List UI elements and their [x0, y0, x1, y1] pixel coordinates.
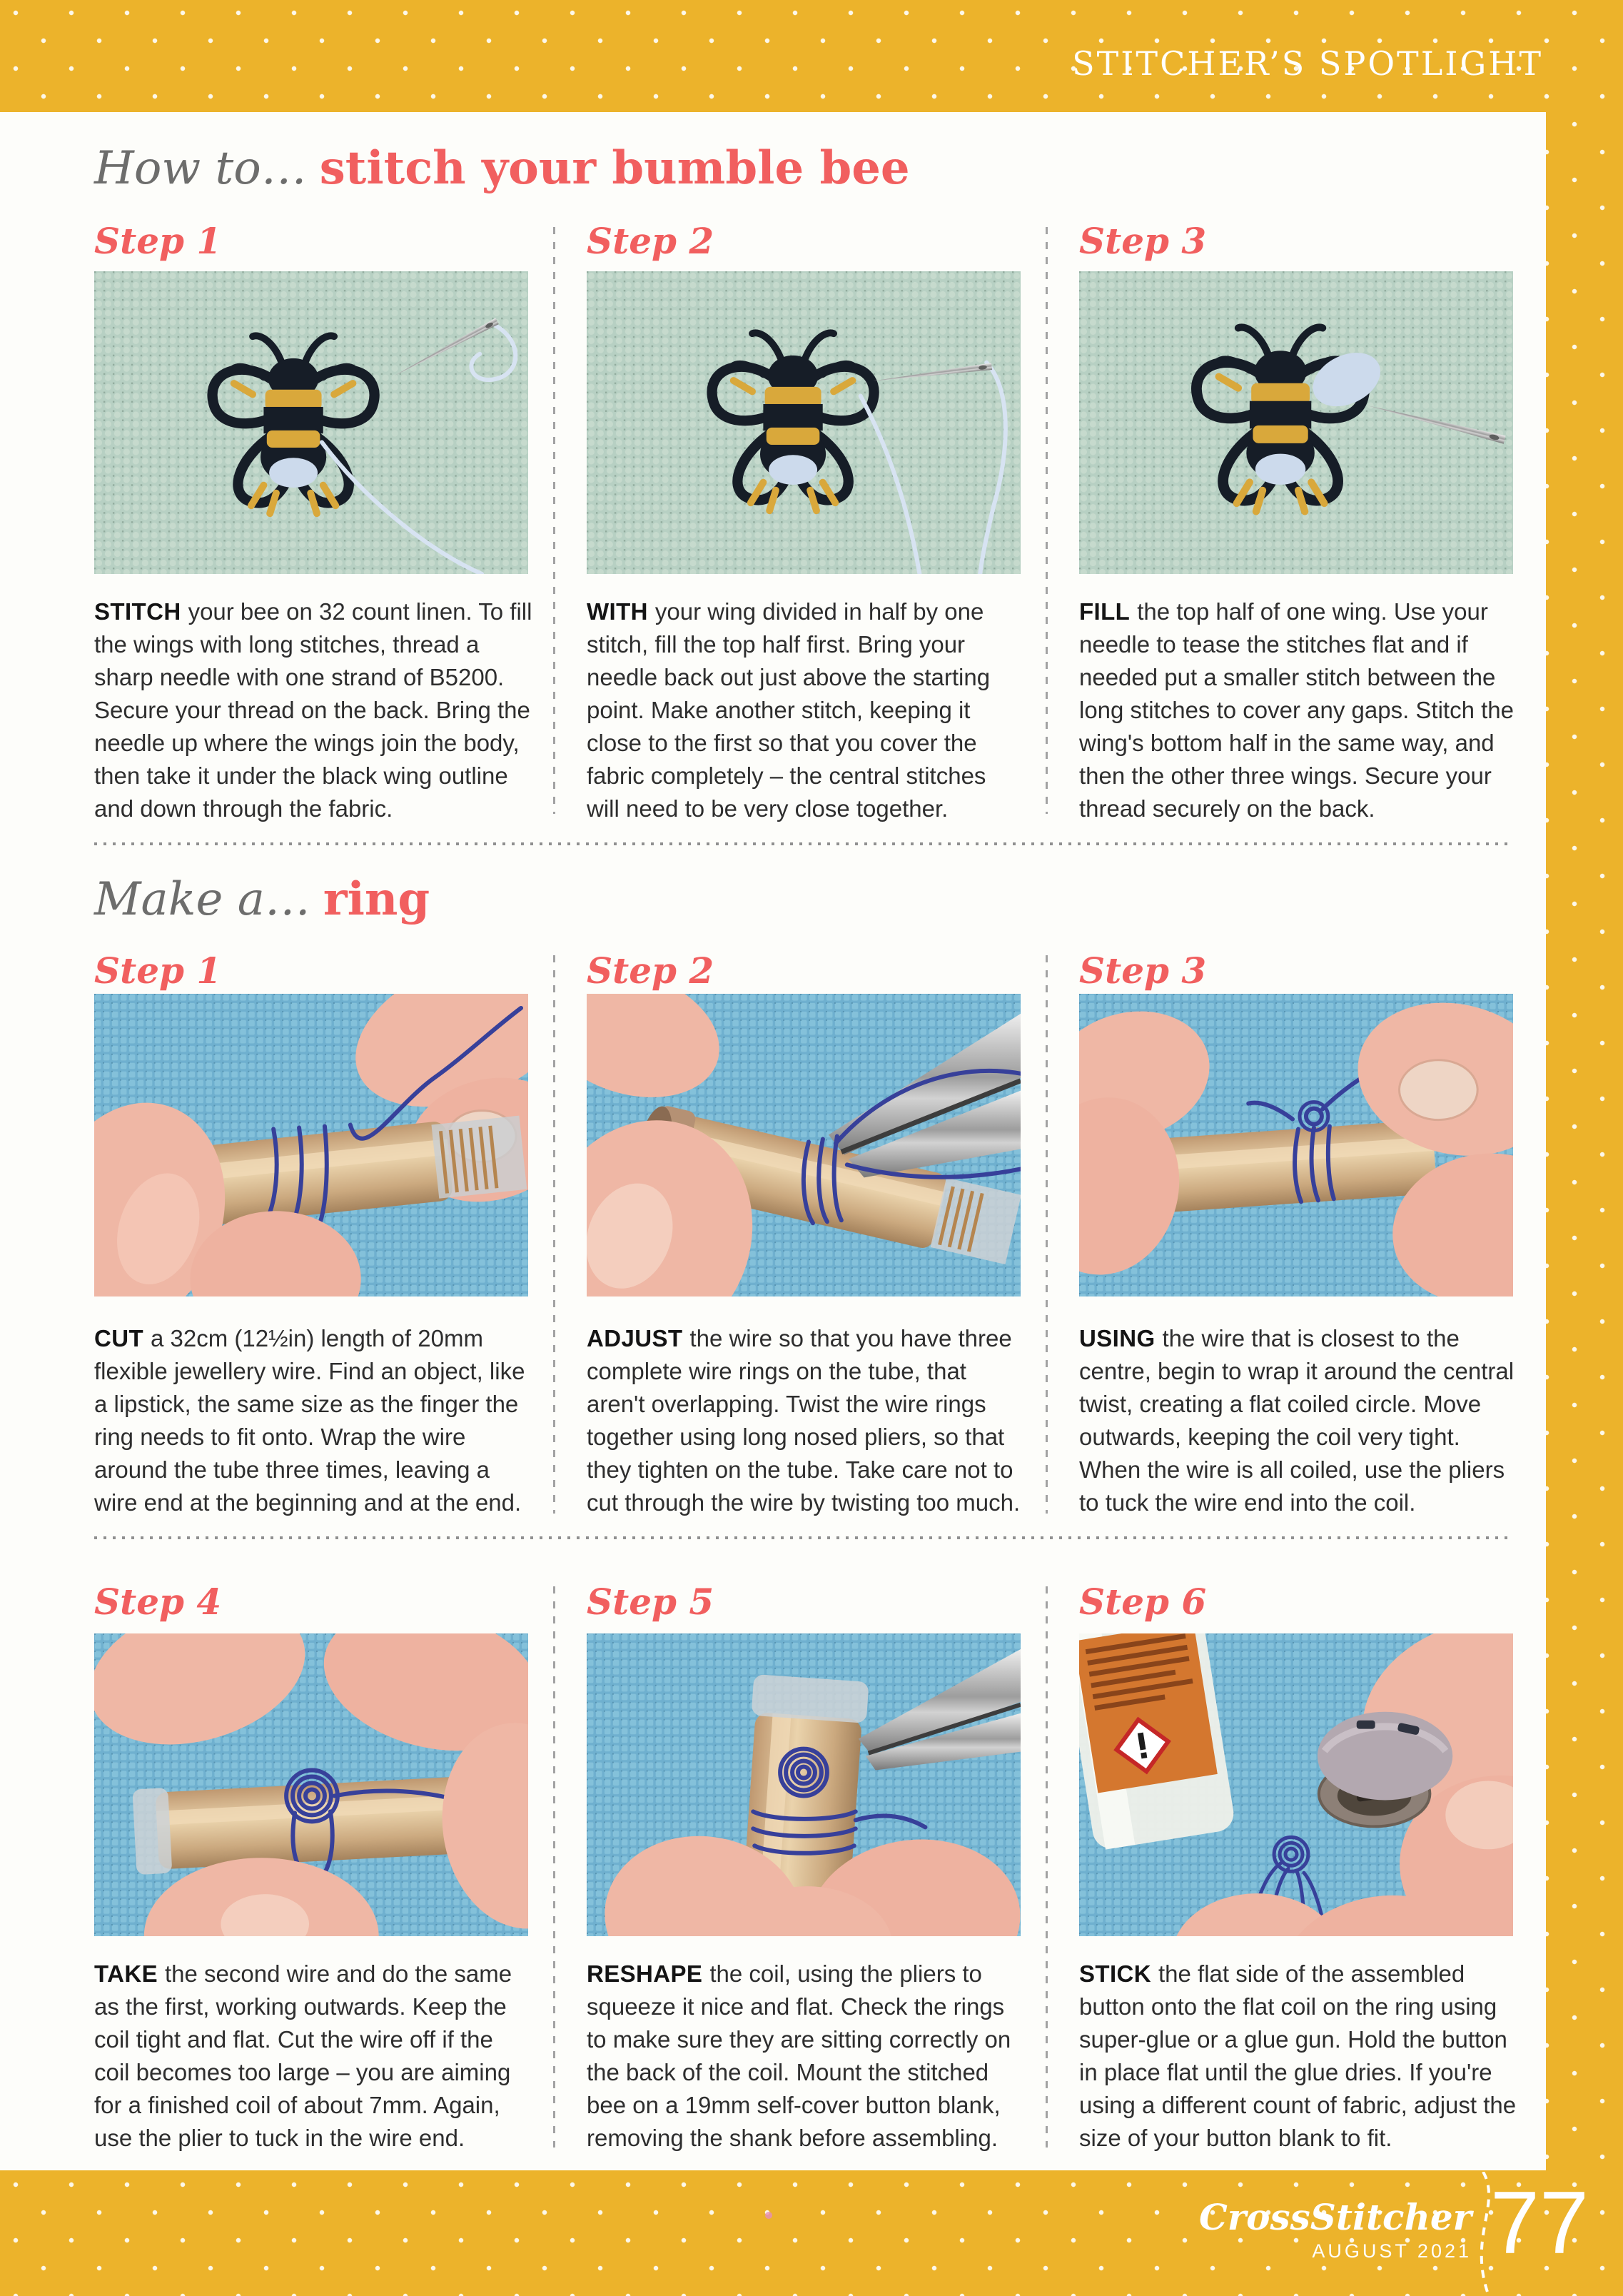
photo-bee-step3	[1079, 271, 1513, 574]
section-title-bee	[94, 141, 910, 195]
page-number: 77	[1490, 2174, 1589, 2272]
step-text: ADJUST the wire so that you have three complete wire rings on the tube, that aren't overlapping. Twist the wire rings together using long nosed pliers, so that they tighten on the tube. Take care not to cut through the wire by twisting too much.	[587, 1325, 1021, 1516]
step-text: USING the wire that is closest to the centre, begin to wrap it around the central twist, creating a flat coiled circle. Move outwards, keeping the coil very tight. When the wire is all coiled, use the pliers to tuck the wire end into the coil.	[1079, 1325, 1515, 1516]
page-header-tag: STITCHER’S SPOTLIGHT	[1072, 44, 1543, 83]
registration-dot	[765, 2212, 772, 2219]
section-title-ring	[94, 872, 430, 926]
column-divider	[1046, 1586, 1048, 2148]
step-text: RESHAPE the coil, using the pliers to squeeze it nice and flat. Check the rings to make sure they are sitting correctly on the back of the coil. Mount the stitched bee on a 19mm self-cover button blank, removing the shank before assembling.	[587, 1960, 1011, 2151]
column-divider	[553, 955, 555, 1514]
section-title-main: ring	[323, 872, 430, 926]
step-label: Step 5	[587, 1581, 714, 1623]
step-text: CUT a 32cm (12½in) length of 20mm flexible jewellery wire. Find an object, like a lipstick, the same size as the finger the ring needs to fit onto. Wrap the wire around the tube three times, leaving a wire end at the beginning and at the end.	[94, 1325, 525, 1516]
section-separator	[94, 842, 1513, 845]
magazine-name: CrossStitcher	[1198, 2196, 1472, 2238]
step-label: Step 2	[587, 220, 714, 262]
column-divider	[553, 227, 555, 814]
step-label: Step 4	[94, 1581, 222, 1623]
photo-bee-step2	[587, 271, 1021, 574]
step-label: Step 3	[1079, 950, 1207, 992]
step-text: STITCH your bee on 32 count linen. To fill the wings with long stitches, thread a sharp needle with one strand of B5200. Secure your thread on the back. Bring the needle up where the wings join the body, then take it under the black wing outline and down through the fabric.	[94, 598, 532, 822]
step-text: WITH your wing divided in half by one stitch, fill the top half first. Bring your needle back out just above the starting point. Make another stitch, keeping it close to the first so that you cover the fabric completely – the central stitches will need to be very close together.	[587, 598, 991, 822]
step-label: Step 3	[1079, 220, 1207, 262]
section-title-prefix: How to…	[94, 142, 307, 195]
step-label: Step 6	[1079, 1581, 1207, 1623]
column-divider	[1046, 227, 1048, 814]
section-title-main: stitch your bumble bee	[319, 141, 910, 195]
photo-ring-step5	[587, 1633, 1021, 1936]
photo-ring-step4	[94, 1633, 528, 1936]
column-divider	[1046, 955, 1048, 1514]
step-label: Step 2	[587, 950, 714, 992]
column-divider	[553, 1586, 555, 2148]
section-title-prefix: Make a…	[94, 873, 310, 926]
section-separator	[94, 1536, 1513, 1539]
step-label: Step 1	[94, 950, 222, 992]
footer-magazine-block	[1198, 2196, 1472, 2262]
photo-bee-step1	[94, 271, 528, 574]
photo-ring-step3	[1079, 994, 1513, 1296]
step-text: FILL the top half of one wing. Use your needle to tease the stitches flat and if needed put a smaller stitch between the long stitches to cover any gaps. Stitch the wing's bottom half in the same way, and then the other three wings. Secure your thread securely on the back.	[1079, 598, 1515, 822]
issue-date: AUGUST 2021	[1312, 2240, 1472, 2262]
photo-ring-step6	[1079, 1633, 1513, 1936]
photo-ring-step2	[587, 994, 1021, 1296]
photo-ring-step1	[94, 994, 528, 1296]
step-text: TAKE the second wire and do the same as the first, working outwards. Keep the coil tight and flat. Cut the wire off if the coil becomes too large – you are aiming for a finished coil of about 7mm. Again, use the plier to tuck in the wire end.	[94, 1960, 512, 2151]
step-label: Step 1	[94, 220, 222, 262]
step-text: STICK the flat side of the assembled button onto the flat coil on the ring using super-glue or a glue gun. Hold the button in place flat until the glue dries. If you're using a different count of fabric, adjust the size of your button blank to fit.	[1079, 1960, 1517, 2151]
